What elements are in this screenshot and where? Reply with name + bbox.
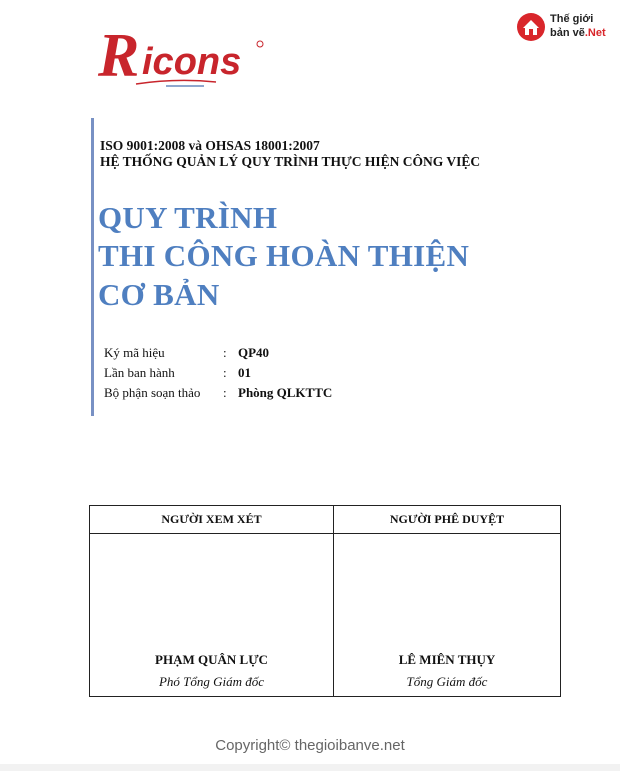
meta-label: Bộ phận soạn thảo [104,385,201,400]
reviewer-role: Phó Tổng Giám đốc [158,674,265,689]
meta-colon: : [223,385,227,400]
meta-value: 01 [238,365,251,380]
meta-value: QP40 [238,345,270,360]
management-system: HỆ THỐNG QUẢN LÝ QUY TRÌNH THỰC HIỆN CÔNG VIỆC [100,154,481,169]
meta-colon: : [223,365,227,380]
approver-heading: NGƯỜI PHÊ DUYỆT [389,512,505,526]
copyright-notice: Copyright© thegioibanve.net [215,737,405,754]
badge-line2-suffix: .Net [584,27,606,39]
approver-name: LÊ MIÊN THỤY [398,652,496,667]
meta-label: Lần ban hành [104,365,175,380]
page-bottom-edge [0,764,620,771]
badge-line2-prefix: bản vẽ [550,27,585,39]
signature-table [89,505,561,697]
vertical-accent-rule [91,118,94,416]
logo-r-letter: R [98,22,140,90]
approver-role: Tổng Giám đốc [406,674,488,689]
reviewer-name: PHẠM QUÂN LỰC [155,652,268,667]
title-line-1: QUY TRÌNH [98,200,278,235]
thegioibanve-badge [516,12,616,44]
badge-line1: Thế giới [550,13,594,25]
meta-value: Phòng QLKTTC [238,385,333,400]
logo-word: icons [142,41,242,83]
table-divider-horizontal [90,533,560,534]
title-line-3: CƠ BẢN [98,277,220,312]
ricons-logo-graphic [96,22,266,94]
meta-colon: : [223,345,227,360]
reviewer-heading: NGƯỜI XEM XÉT [161,512,262,526]
ricons-logo [96,22,266,94]
meta-label: Ký mã hiệu [104,345,165,360]
title-line-2: THI CÔNG HOÀN THIỆN [98,238,470,273]
house-icon [516,12,546,42]
iso-standards: ISO 9001:2008 và OHSAS 18001:2007 [100,138,320,153]
badge-line2 [550,27,606,39]
